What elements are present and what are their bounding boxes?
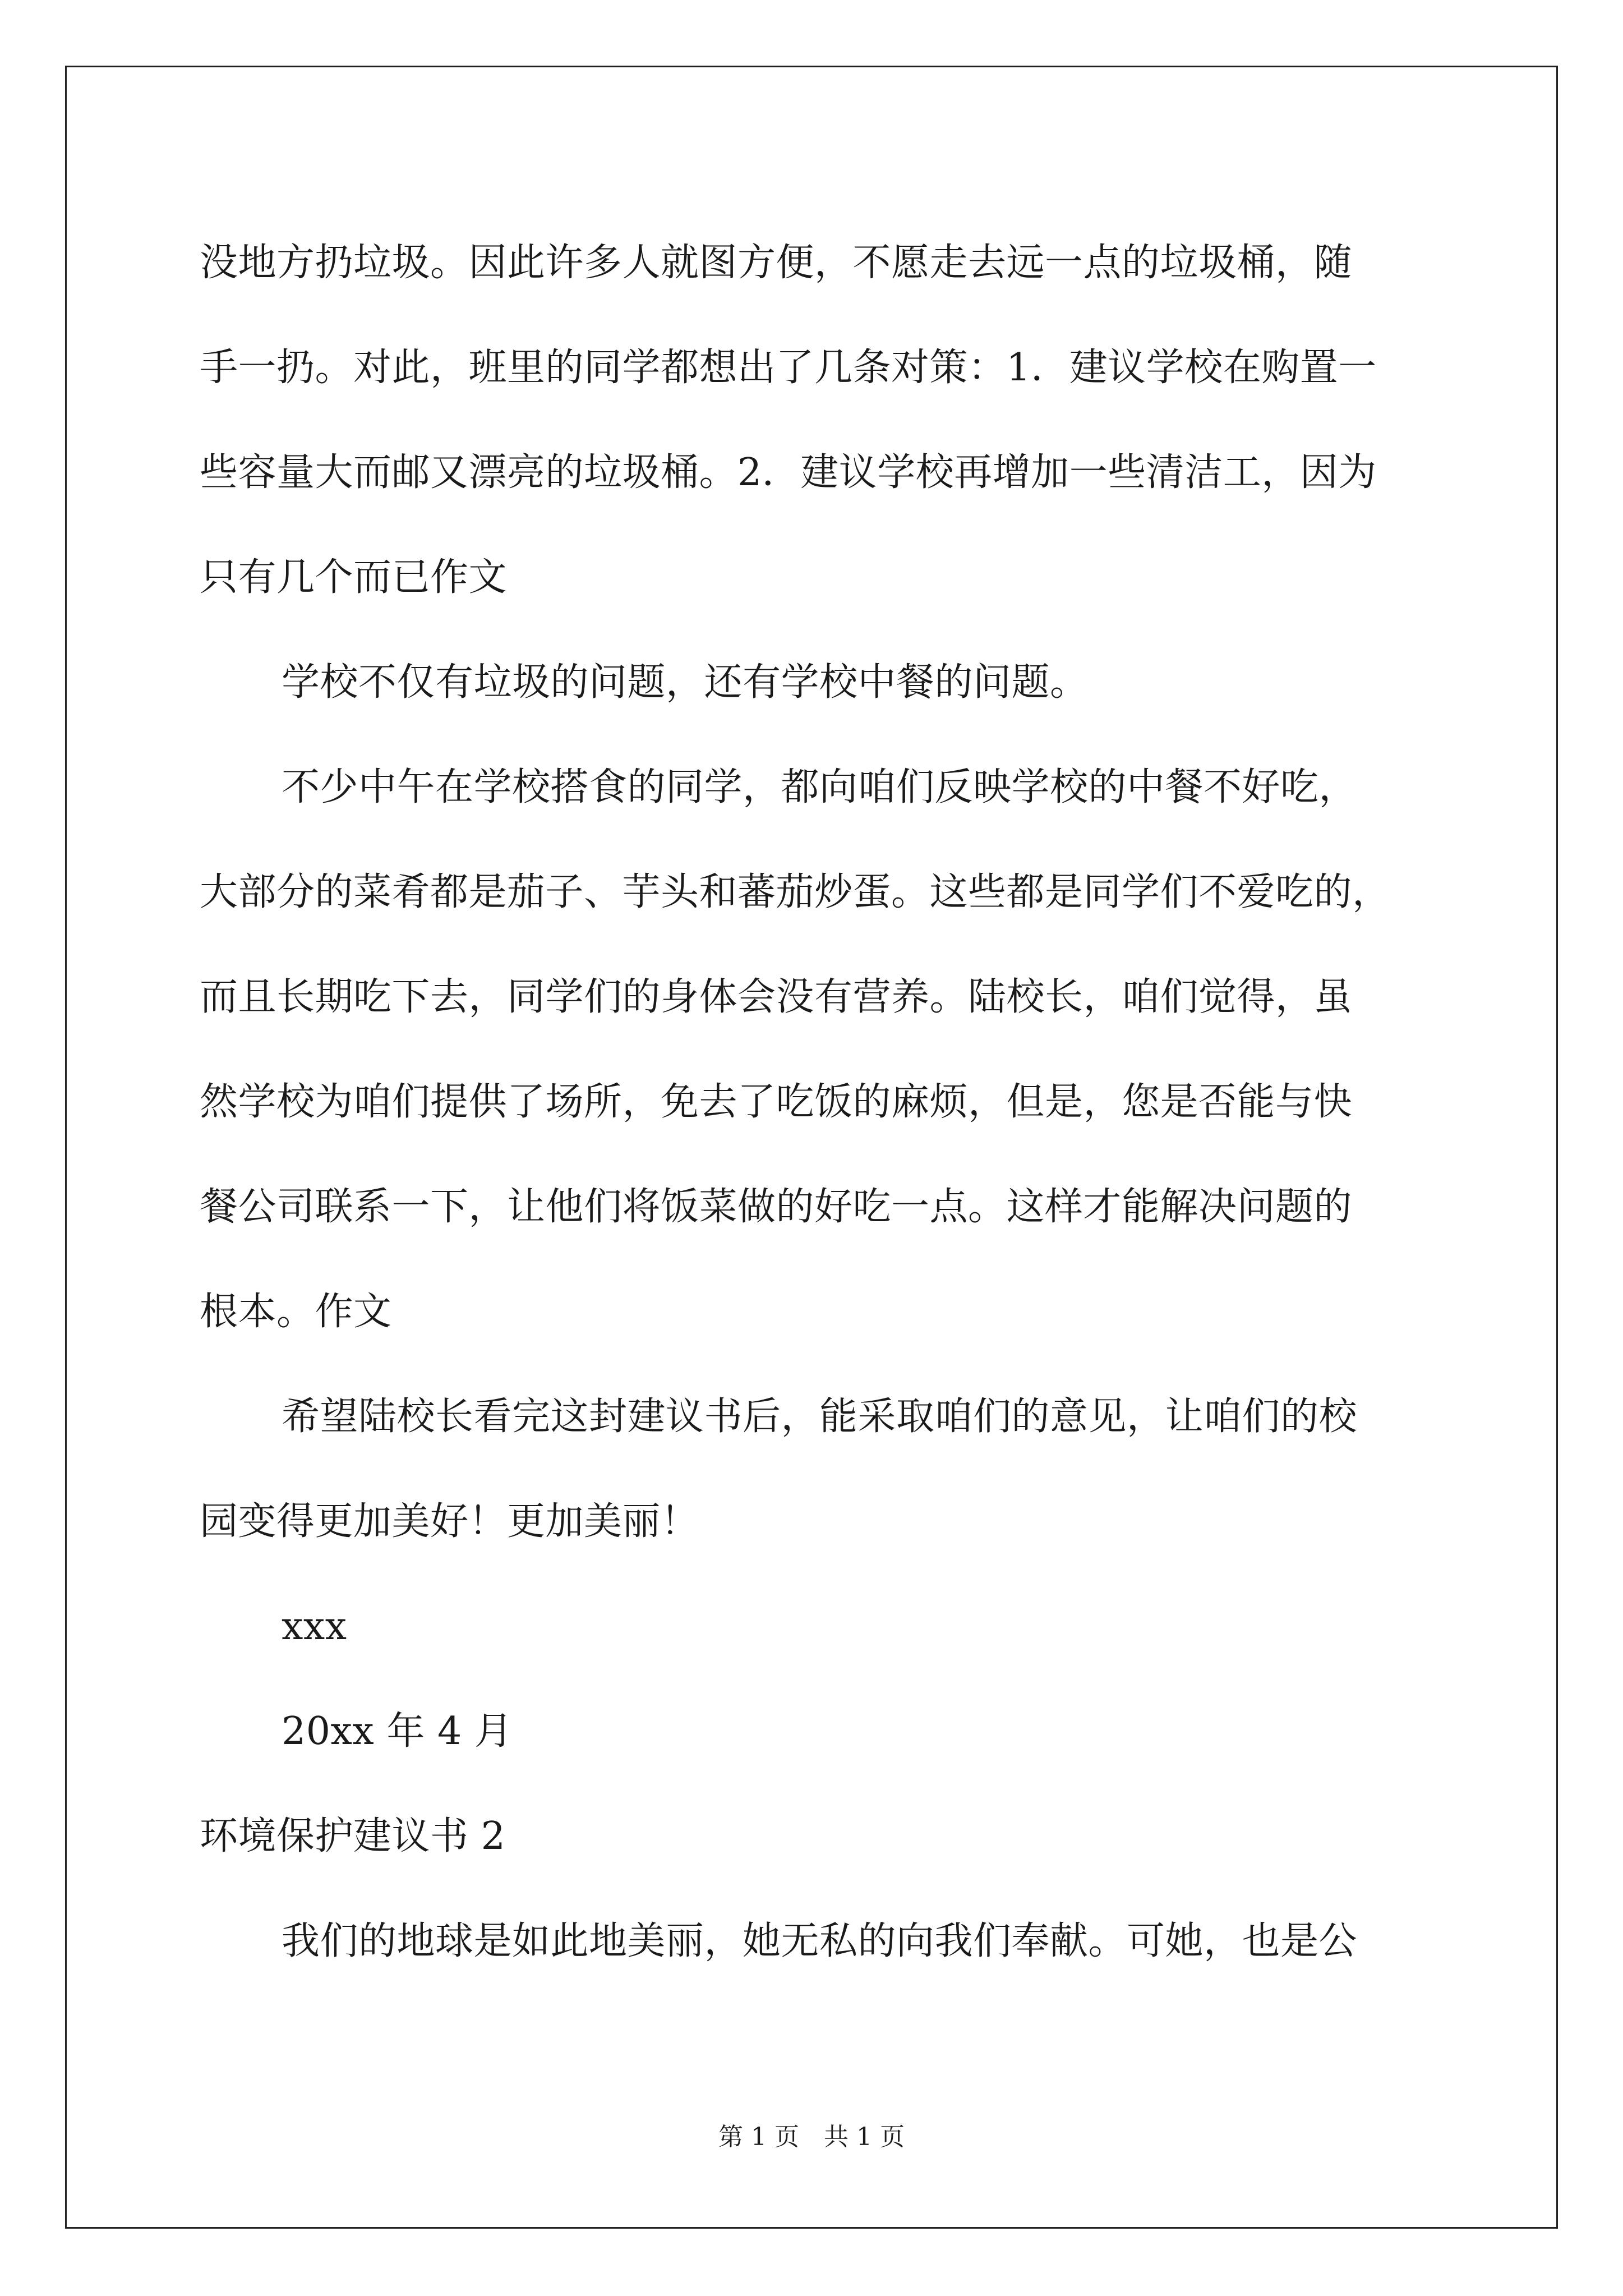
page-footer: 第 1 页 共 1 页 [718,2123,905,2151]
text-line: 些容量大而邮又漂亮的垃圾桶。2．建议学校再增加一些清洁工，因为 [200,450,1377,495]
date-line: 20xx 年 4 月 [282,1709,513,1754]
text-line: 而且长期吃下去，同学们的身体会没有营养。陆校长，咱们觉得，虽 [200,975,1353,1019]
text-line: 根本。作文 [200,1290,392,1334]
text-line: 不少中午在学校搭食的同学，都向咱们反映学校的中餐不好吃， [282,765,1358,809]
text-line: 大部分的菜肴都是茄子、芋头和蕃茄炒蛋。这些都是同学们不爱吃的， [200,870,1391,914]
text-line: 希望陆校长看完这封建议书后，能采取咱们的意见，让咱们的校 [282,1395,1358,1439]
document-body [200,210,1428,1994]
text-line: 餐公司联系一下，让他们将饭菜做的好吃一点。这样才能解决问题的 [200,1185,1353,1229]
text-line: 手一扔。对此，班里的同学都想出了几条对策：1．建议学校在购置一 [200,346,1377,390]
signature: xxx [282,1604,347,1649]
section-heading: 环境保护建议书 2 [200,1814,506,1858]
text-line: 我们的地球是如此地美丽，她无私的向我们奉献。可她，也是公 [282,1919,1358,1963]
text-line: 园变得更加美好！更加美丽！ [200,1499,699,1544]
text-line: 学校不仅有垃圾的问题，还有学校中餐的问题。 [282,660,1089,705]
text-line: 只有几个而已作文 [200,555,508,600]
text-line: 没地方扔垃圾。因此许多人就图方便，不愿走去远一点的垃圾桶，随 [200,241,1353,285]
text-line: 然学校为咱们提供了场所，免去了吃饭的麻烦，但是，您是否能与快 [200,1080,1353,1124]
